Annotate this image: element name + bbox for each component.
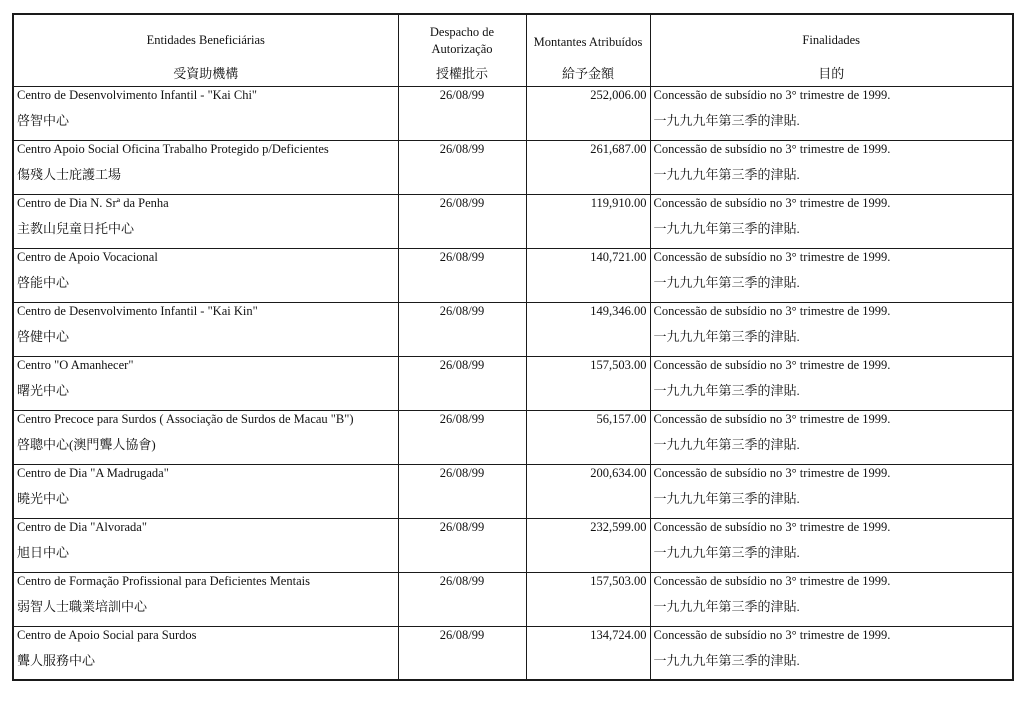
amount-value: 119,910.00 xyxy=(590,195,647,210)
purpose-pt: Concessão de subsídio no 3° trimestre de 1999. xyxy=(653,573,891,588)
amount-value: 140,721.00 xyxy=(590,249,647,264)
purpose-pt: Concessão de subsídio no 3° trimestre de 1999. xyxy=(653,195,891,210)
entity-cell xyxy=(13,410,398,464)
purpose-cell xyxy=(650,464,1013,518)
purpose-cell xyxy=(650,86,1013,140)
entity-name-zh: 旭日中心 xyxy=(17,544,70,560)
amount-value: 157,503.00 xyxy=(590,573,647,588)
header-dispatch xyxy=(398,14,526,86)
amount-cell xyxy=(526,518,650,572)
header-dispatch-pt-line1: Despacho de xyxy=(429,25,495,39)
amount-cell xyxy=(526,194,650,248)
entity-name-pt: Centro de Dia "A Madrugada" xyxy=(17,465,169,480)
dispatch-date: 26/08/99 xyxy=(439,411,485,426)
entity-name-zh: 啓智中心 xyxy=(17,112,70,128)
date-cell xyxy=(398,356,526,410)
entity-name-zh: 弱智人士職業培訓中心 xyxy=(17,598,148,614)
entity-name-pt: Centro Apoio Social Oficina Trabalho Protegido p/Deficientes xyxy=(17,141,329,156)
purpose-zh: 一九九九年第三季的津貼. xyxy=(653,220,800,236)
entity-cell xyxy=(13,140,398,194)
entity-cell xyxy=(13,302,398,356)
purpose-cell xyxy=(650,302,1013,356)
header-amount-zh: 給予金額 xyxy=(561,65,614,81)
entity-cell xyxy=(13,518,398,572)
purpose-pt: Concessão de subsídio no 3° trimestre de 1999. xyxy=(653,519,891,534)
date-cell xyxy=(398,194,526,248)
amount-cell xyxy=(526,572,650,626)
purpose-pt: Concessão de subsídio no 3° trimestre de 1999. xyxy=(653,249,891,264)
amount-value: 134,724.00 xyxy=(590,627,647,642)
entity-name-zh: 傷殘人士庇護工場 xyxy=(17,166,122,182)
table-row xyxy=(13,410,1013,464)
purpose-pt: Concessão de subsídio no 3° trimestre de 1999. xyxy=(653,627,891,642)
entity-name-zh: 啓健中心 xyxy=(17,328,70,344)
purpose-zh: 一九九九年第三季的津貼. xyxy=(653,598,800,614)
table-row xyxy=(13,464,1013,518)
purpose-zh: 一九九九年第三季的津貼. xyxy=(653,328,800,344)
entity-name-zh: 主教山兒童日托中心 xyxy=(17,220,135,236)
table-header-row xyxy=(13,14,1013,86)
amount-cell xyxy=(526,86,650,140)
entity-cell xyxy=(13,572,398,626)
entity-name-pt: Centro de Dia N. Srª da Penha xyxy=(17,195,169,210)
entity-name-zh: 曉光中心 xyxy=(17,490,70,506)
date-cell xyxy=(398,410,526,464)
purpose-cell xyxy=(650,194,1013,248)
dispatch-date: 26/08/99 xyxy=(439,519,485,534)
date-cell xyxy=(398,86,526,140)
table-row xyxy=(13,302,1013,356)
table-row xyxy=(13,518,1013,572)
entity-name-zh: 聾人服務中心 xyxy=(17,652,96,668)
amount-cell xyxy=(526,626,650,680)
dispatch-date: 26/08/99 xyxy=(439,87,485,102)
purpose-zh: 一九九九年第三季的津貼. xyxy=(653,274,800,290)
amount-value: 149,346.00 xyxy=(590,303,647,318)
dispatch-date: 26/08/99 xyxy=(439,573,485,588)
entity-name-pt: Centro de Formação Profissional para Deficientes Mentais xyxy=(17,573,310,588)
table-row xyxy=(13,356,1013,410)
purpose-pt: Concessão de subsídio no 3° trimestre de 1999. xyxy=(653,141,891,156)
amount-cell xyxy=(526,410,650,464)
entity-name-pt: Centro de Apoio Social para Surdos xyxy=(17,627,197,642)
header-entity-zh: 受資助機構 xyxy=(173,65,239,81)
table-row xyxy=(13,572,1013,626)
header-dispatch-zh: 授權批示 xyxy=(435,65,488,81)
entity-name-pt: Centro Precoce para Surdos ( Associação de Surdos de Macau "B") xyxy=(17,411,354,426)
dispatch-date: 26/08/99 xyxy=(439,249,485,264)
date-cell xyxy=(398,302,526,356)
amount-cell xyxy=(526,356,650,410)
purpose-cell xyxy=(650,248,1013,302)
amount-value: 200,634.00 xyxy=(590,465,647,480)
purpose-cell xyxy=(650,140,1013,194)
amount-value: 232,599.00 xyxy=(590,519,647,534)
entity-cell xyxy=(13,248,398,302)
purpose-pt: Concessão de subsídio no 3° trimestre de 1999. xyxy=(653,411,891,426)
purpose-cell xyxy=(650,518,1013,572)
purpose-cell xyxy=(650,356,1013,410)
dispatch-date: 26/08/99 xyxy=(439,303,485,318)
entity-cell xyxy=(13,194,398,248)
dispatch-date: 26/08/99 xyxy=(439,195,485,210)
grants-table xyxy=(12,13,1014,681)
amount-value: 252,006.00 xyxy=(590,87,647,102)
dispatch-date: 26/08/99 xyxy=(439,357,485,372)
table-row xyxy=(13,194,1013,248)
date-cell xyxy=(398,626,526,680)
purpose-zh: 一九九九年第三季的津貼. xyxy=(653,382,800,398)
entity-name-pt: Centro de Dia "Alvorada" xyxy=(17,519,147,534)
table-row xyxy=(13,626,1013,680)
dispatch-date: 26/08/99 xyxy=(439,627,485,642)
dispatch-date: 26/08/99 xyxy=(439,465,485,480)
amount-cell xyxy=(526,302,650,356)
entity-name-pt: Centro de Desenvolvimento Infantil - "Kai Kin" xyxy=(17,303,258,318)
purpose-pt: Concessão de subsídio no 3° trimestre de 1999. xyxy=(653,465,891,480)
entity-cell xyxy=(13,356,398,410)
purpose-cell xyxy=(650,410,1013,464)
amount-value: 157,503.00 xyxy=(590,357,647,372)
purpose-pt: Concessão de subsídio no 3° trimestre de 1999. xyxy=(653,357,891,372)
purpose-pt: Concessão de subsídio no 3° trimestre de 1999. xyxy=(653,303,891,318)
entity-name-zh: 曙光中心 xyxy=(17,382,70,398)
entity-name-pt: Centro de Desenvolvimento Infantil - "Kai Chi" xyxy=(17,87,258,102)
amount-cell xyxy=(526,140,650,194)
header-entity xyxy=(13,14,398,86)
entity-name-zh: 啓能中心 xyxy=(17,274,70,290)
purpose-pt: Concessão de subsídio no 3° trimestre de 1999. xyxy=(653,87,891,102)
date-cell xyxy=(398,464,526,518)
entity-name-zh: 啓聰中心(澳門聾人協會) xyxy=(17,436,156,452)
date-cell xyxy=(398,572,526,626)
purpose-zh: 一九九九年第三季的津貼. xyxy=(653,544,800,560)
entity-cell xyxy=(13,86,398,140)
header-entity-pt: Entidades Beneficiárias xyxy=(146,33,265,47)
purpose-zh: 一九九九年第三季的津貼. xyxy=(653,112,800,128)
entity-cell xyxy=(13,464,398,518)
amount-cell xyxy=(526,464,650,518)
entity-name-pt: Centro "O Amanhecer" xyxy=(17,357,134,372)
purpose-zh: 一九九九年第三季的津貼. xyxy=(653,166,800,182)
header-dispatch-pt xyxy=(399,24,526,58)
entity-name-pt: Centro de Apoio Vocacional xyxy=(17,249,158,264)
header-amount-pt: Montantes Atribuídos xyxy=(533,35,643,49)
date-cell xyxy=(398,140,526,194)
purpose-zh: 一九九九年第三季的津貼. xyxy=(653,652,800,668)
purpose-zh: 一九九九年第三季的津貼. xyxy=(653,490,800,506)
purpose-cell xyxy=(650,572,1013,626)
amount-value: 56,157.00 xyxy=(596,411,647,426)
header-purpose-pt: Finalidades xyxy=(802,33,861,47)
header-purpose-zh: 目的 xyxy=(818,65,845,81)
header-amount xyxy=(526,14,650,86)
date-cell xyxy=(398,248,526,302)
table-row xyxy=(13,248,1013,302)
amount-value: 261,687.00 xyxy=(590,141,647,156)
header-dispatch-pt-line2: Autorização xyxy=(431,42,493,56)
date-cell xyxy=(398,518,526,572)
table-row xyxy=(13,86,1013,140)
amount-cell xyxy=(526,248,650,302)
dispatch-date: 26/08/99 xyxy=(439,141,485,156)
header-purpose xyxy=(650,14,1013,86)
purpose-zh: 一九九九年第三季的津貼. xyxy=(653,436,800,452)
entity-cell xyxy=(13,626,398,680)
table-row xyxy=(13,140,1013,194)
purpose-cell xyxy=(650,626,1013,680)
